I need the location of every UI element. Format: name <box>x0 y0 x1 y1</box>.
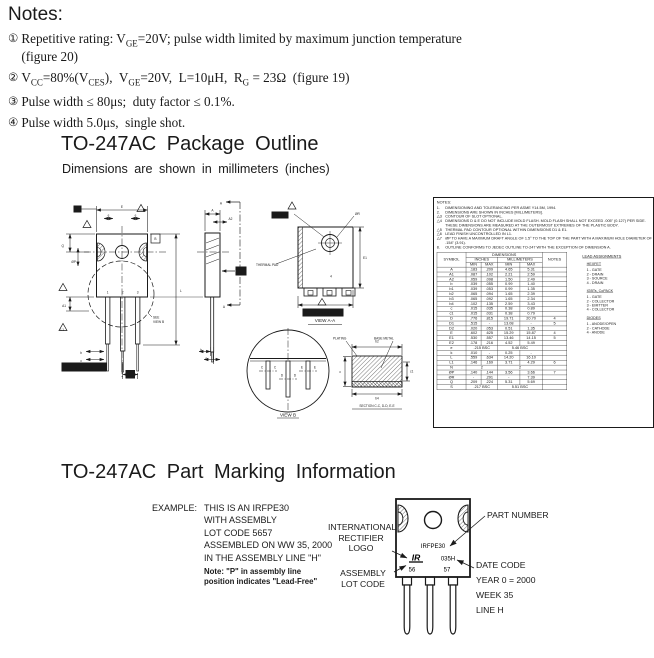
marking-part-number: IRFPE30 <box>420 544 446 550</box>
lead-3 <box>136 297 140 344</box>
dim-label: 2 <box>121 290 124 295</box>
dim-label: ØP <box>71 260 76 264</box>
dim-label: Q <box>239 269 243 274</box>
table-row: b2 .065 .094 1.65 2.39 <box>437 292 567 297</box>
table-row: k .010 - 0.25 - <box>437 350 567 355</box>
table-row: A1 .087 .102 2.21 2.59 <box>437 272 567 277</box>
example-lines <box>204 502 332 564</box>
example-label: EXAMPLE: <box>152 503 198 513</box>
table-row: b .039 .055 0.99 1.40 <box>437 282 567 287</box>
drawing-note: △5 THERMAL PAD CONTOUR OPTIONAL WITHIN DIMENSIONS D1 & E1. <box>436 227 568 232</box>
callout-assembly-lot-code: ASSEMBLY LOT CODE <box>340 568 386 589</box>
table-row: L .559 .634 14.20 16.10 <box>437 355 567 360</box>
drawing-note: △6 LEAD FINISH UNCONTROLLED IN L1. <box>436 231 512 237</box>
example-line: IN THE ASSEMBLY LINE "H" <box>204 552 321 563</box>
lead-assignments <box>576 252 643 390</box>
dim-label: B <box>154 237 157 241</box>
dim-label: E <box>300 365 304 370</box>
callout-part-number: PART NUMBER <box>487 510 549 520</box>
date-code-arrow <box>457 560 474 568</box>
table-row: A2 .059 .098 1.50 2.49 <box>437 277 567 282</box>
side-view <box>197 202 246 364</box>
see-view-b-label: SEE <box>153 315 160 320</box>
marking-lot-right: 57 <box>443 567 451 574</box>
table-row: E .602 .625 15.29 15.87 4 <box>437 331 567 336</box>
dim-label: E1 <box>363 256 367 260</box>
dim-label: A1 <box>62 304 66 308</box>
table-row: c1 .015 .031 0.38 0.79 <box>437 311 567 316</box>
table-row: A .183 .209 4.65 5.31 <box>437 267 567 272</box>
note-text: Pulse width ≤ 80μs; duty factor ≤ 0.1%. <box>21 93 235 109</box>
note-triangle <box>288 202 296 209</box>
dim-label: 4 <box>330 274 332 279</box>
drawing-note: 1. DIMENSIONING AND TOLERANCING PER ASME Y14.5M, 1994. <box>436 205 557 210</box>
table-row: Q .209 .224 5.31 5.69 <box>437 380 567 385</box>
dimension-table: SYMBOL DIMENSIONS NOTES INCHES MILLIMETERS MIN MAX MIN MAX A .183 .209 4.65 5.31 A1 .087 .102 2.21 2.59 A2 .059 .098 1.50 2.49 b .039 .055 0.99 1.40 b1 .039 .053 0.99 1.35 b2 .065 .094 1.65 2.39 b3 .065 .092 1.65 2.34 b4 .102 .135 2.59 3.43 c .015 .035 0.38 0.89 c1 .015 .031 0.38 0.79 D .776 .815 19.71 20.70 4 D1 .515 - 13.08 - 5 D2 .020 .053 0.51 1.35 E .602 .625 15.29 15.87 4 E1 .530 .557 13.46 14.15 5 E2 .178 .216 4.52 5.49 e .215 BSC 5.46 BSC k .010 - 0.25 - L .559 .634 14.20 16.10 L1 .146 .169 3.71 4.29 6 N 2 2 ØP .140 .144 3.56 3.66 7 ØR - .291 - 7.39 Q .209 .224 5.31 5.69 S .217 BSC 5.51 BSC <box>437 252 567 390</box>
dim-label: E <box>313 365 317 370</box>
notes-title: Notes: <box>8 4 63 25</box>
marking-hole <box>425 512 442 529</box>
lead-group: DIODES 1 - ANODE/OPEN 2 - CATHODE 4 - ANODE <box>586 315 617 335</box>
table-row: ØR - .291 - 7.39 <box>437 375 567 380</box>
marking-lead-1 <box>404 585 410 634</box>
package-outline-title: TO-247AC Package Outline <box>61 133 319 155</box>
dim-label: e <box>107 213 110 218</box>
plating-layer <box>352 382 402 388</box>
drawing-note: 8. OUTLINE CONFORMS TO JEDEC OUTLINE TO-247 WITH THE EXCEPTION OF DIMENSION A. <box>436 245 611 250</box>
view-b <box>247 328 329 418</box>
note-text: Pulse width 5.0μs, single shot. <box>21 114 186 130</box>
dim-label: C <box>260 365 264 370</box>
ir-logo: IR <box>411 552 421 563</box>
logo-arrow <box>392 551 407 558</box>
lead-2 <box>121 297 125 351</box>
marking-drawing <box>392 499 485 634</box>
dim-label: b <box>200 348 202 352</box>
front-dimensions <box>66 206 203 379</box>
callout-ir-logo: INTERNATIONAL RECTIFIER LOGO <box>328 522 397 554</box>
drawing-note: △7 ØP TO HAVE A MAXIMUM DRAFT ANGLE OF 1.5° TO THE TOP OF THE PART WITH A MAXIMUM HOLE DIAMETER OF .154" (3.91). <box>436 236 652 245</box>
drawing-note: △4 DIMENSIONS D & E DO NOT INCLUDE MOLD FLASH. MOLD FLASH SHALL NOT EXCEED .005" (0.127) PER SIDE. THESE DIMENSIONS ARE MEASURED AT THE OUTERMOST EXTREMES OF THE PLASTIC BODY. <box>436 218 646 228</box>
dim-label: ØR <box>355 212 360 216</box>
drawing-note: △3 CONTOUR OF SLOT OPTIONAL. <box>436 214 503 219</box>
dim-label: Q <box>61 244 64 248</box>
note-bullet: ① <box>8 31 19 45</box>
example-line: LOT CODE 5657 <box>204 527 273 538</box>
drawing-notes <box>437 200 654 249</box>
dim-label: b4 <box>375 396 379 401</box>
dim-label: c <box>80 359 82 363</box>
svg-text:VIEW B: VIEW B <box>153 320 165 324</box>
dim-label: A <box>219 201 222 206</box>
callout-date-code: DATE CODE YEAR 0 = 2000 WEEK 35 LINE H <box>476 560 536 615</box>
dim-label: A <box>211 208 214 213</box>
dim-label: C <box>273 365 277 370</box>
dimension-panel <box>433 197 654 428</box>
package-outline-subtitle: Dimensions are shown in millimeters (inches) <box>62 162 330 176</box>
lead-assignments-title: LEAD ASSIGNMENTS <box>582 254 622 259</box>
drawing-note: 2. DIMENSIONS ARE SHOWN IN INCHES [MILLIMETERS]. <box>436 210 543 215</box>
table-row: b3 .065 .092 1.65 2.34 <box>437 297 567 302</box>
dim-label: e <box>129 373 132 378</box>
table-row: E2 .178 .216 4.52 5.49 <box>437 341 567 346</box>
lead-groups <box>576 262 643 334</box>
lead-group: HEXFET 1 - GATE 2 - DRAIN 3 - SOURCE 4 - DRAIN <box>586 262 608 285</box>
example-line: WITH ASSEMBLY <box>204 515 277 526</box>
table-row: D1 .515 - 13.08 - 5 <box>437 321 567 326</box>
dim-label: E <box>120 205 124 209</box>
thermal-pad-label: THERMAL PAD <box>256 263 279 267</box>
table-row: D2 .020 .053 0.51 1.35 <box>437 326 567 331</box>
example-line: THIS IS AN IRFPE30 <box>204 503 290 513</box>
view-a-a <box>272 202 364 325</box>
dim-label: Ø.010 M A B <box>314 311 332 316</box>
table-row: N 2 2 <box>437 365 567 370</box>
example-note: Note: "P" in assembly line position indicates "Lead-Free" <box>204 567 318 586</box>
view-aa-label: VIEW A-A <box>314 318 336 323</box>
note-bullet: ③ <box>8 93 19 108</box>
marking-date-code: 035H <box>440 556 456 563</box>
dim-label: Ø.010 M A B <box>75 366 93 371</box>
dim-label: e <box>134 213 137 218</box>
dim-label: 1 <box>106 290 109 295</box>
dim-label: D <box>280 373 284 378</box>
marking-example <box>152 502 332 586</box>
table-row: c .015 .035 0.38 0.89 <box>437 306 567 311</box>
plating-label: PLATING <box>333 336 347 341</box>
note-text: Repetitive rating: $V_{GE}=20V$; pulse width limited by maximum junction temperature (figure 20) <box>21 31 462 64</box>
table-row: S .217 BSC 5.51 BSC <box>437 385 567 390</box>
drawing-notes-list <box>437 206 654 250</box>
note-bullet: ④ <box>8 114 19 129</box>
table-row: b4 .102 .135 2.59 3.43 <box>437 301 567 306</box>
table-row: e .215 BSC 5.46 BSC <box>437 346 567 351</box>
table-row: ØP .140 .144 3.56 3.66 7 <box>437 370 567 375</box>
part-marking-title: TO-247AC Part Marking Information <box>61 461 396 483</box>
dim-label: A2 <box>228 217 233 221</box>
note-triangles <box>59 205 145 331</box>
dim-label: D <box>293 373 297 378</box>
datum-flag <box>74 206 81 212</box>
table-row: E1 .530 .557 13.46 14.15 5 <box>437 336 567 341</box>
note-text: $V_{CC}=80\%(V_{CES})$, $V_{GE}=20V$, L=10μH, $R_G = 23\Omega$ (figure 19) <box>21 69 350 88</box>
example-line: ASSEMBLED ON WW 35, 2000 <box>204 540 333 551</box>
side-lead <box>211 297 214 352</box>
dim-label: A <box>222 305 225 309</box>
dim-label: c1 <box>410 369 414 374</box>
section-label: SECTION C-C, D-D, E-E <box>359 404 395 408</box>
note-bullet: ② <box>8 69 19 84</box>
marking-lot-left: 56 <box>408 567 416 574</box>
table-row: L1 .146 .169 3.71 4.29 6 <box>437 360 567 365</box>
dim-label: L <box>180 289 182 293</box>
dim-label: ØP MAX <box>273 213 287 218</box>
dim-label: b <box>80 351 82 355</box>
table-row: D .776 .815 19.71 20.70 4 <box>437 316 567 321</box>
dim-label: L1 <box>60 328 64 332</box>
lead-group: IGBTs, CoPACK 1 - GATE 2 - COLLECTOR 3 - EMITTER 4 - COLLECTOR <box>586 289 615 312</box>
marking-lead-3 <box>450 585 456 634</box>
base-metal-label: BASE METAL <box>374 336 394 341</box>
table-row: b1 .039 .053 0.99 1.35 <box>437 287 567 292</box>
dim-label: c <box>205 356 207 361</box>
dim-label: b2 <box>375 339 379 344</box>
view-b-label: VIEW B <box>279 412 297 418</box>
drawing-notes-title: NOTES: <box>436 200 452 205</box>
dim-label: c <box>339 370 341 374</box>
dim-label: 3 <box>136 290 139 295</box>
lead-1 <box>106 297 110 344</box>
marking-lead-2 <box>427 585 433 634</box>
